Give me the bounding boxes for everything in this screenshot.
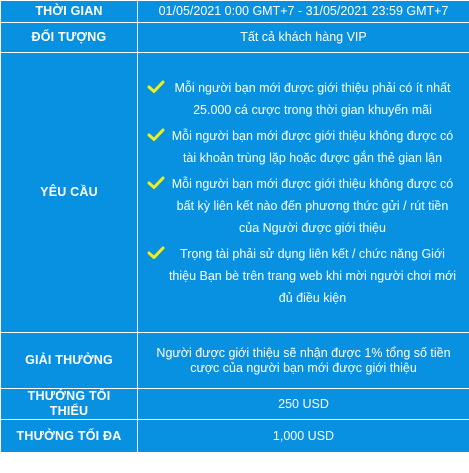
row-min-reward [1,389,469,420]
time-value: 01/05/2021 0:00 GMT+7 - 31/05/2021 23:59 GMT+7 [138,1,469,23]
requirement-item [146,173,461,239]
max-reward-label: THƯỞNG TỐI ĐA [1,420,138,453]
reward-label: GIẢI THƯỞNG [1,333,138,389]
audience-label: ĐỐI TƯỢNG [1,23,138,53]
row-requirements [1,53,469,333]
requirement-item [146,125,461,169]
requirements-list [146,77,461,309]
row-time [1,1,469,23]
requirement-text: Mỗi người bạn mới được giới thiệu phải có ít nhất 25.000 cá cược trong thời gian khuyến mãi [174,80,451,117]
row-reward [1,333,469,389]
time-label: THỜI GIAN [1,1,138,23]
requirements-cell [138,53,469,333]
checkmark-icon [146,245,166,261]
requirement-text: Mỗi người bạn mới được giới thiệu không được có bất kỳ liên kết nào đến phương thức gửi / rút tiền của Người được giới thiệu [171,176,454,235]
requirement-text: Mỗi người bạn mới được giới thiệu không được có tài khoản trùng lặp hoặc được gắn thẻ gian lận [171,128,454,165]
checkmark-icon [146,127,166,143]
row-max-reward [1,420,469,453]
max-reward-value: 1,000 USD [138,420,469,453]
min-reward-label: THƯỞNG TỐI THIỂU [1,389,138,420]
requirement-item [146,243,461,309]
reward-value: Người được giới thiệu sẽ nhận được 1% tổng số tiền cược của người bạn mới được giới thiệu [138,333,469,389]
audience-value: Tất cả khách hàng VIP [138,23,469,53]
min-reward-value: 250 USD [138,389,469,420]
requirements-label: YÊU CẦU [1,53,138,333]
row-audience [1,23,469,53]
requirement-item [146,77,461,121]
checkmark-icon [146,79,166,95]
checkmark-icon [146,175,166,191]
requirement-text: Trọng tài phải sử dụng liên kết / chức năng Giới thiệu Bạn bè trên trang web khi mời người chơi mới đủ điều kiện [168,246,457,305]
